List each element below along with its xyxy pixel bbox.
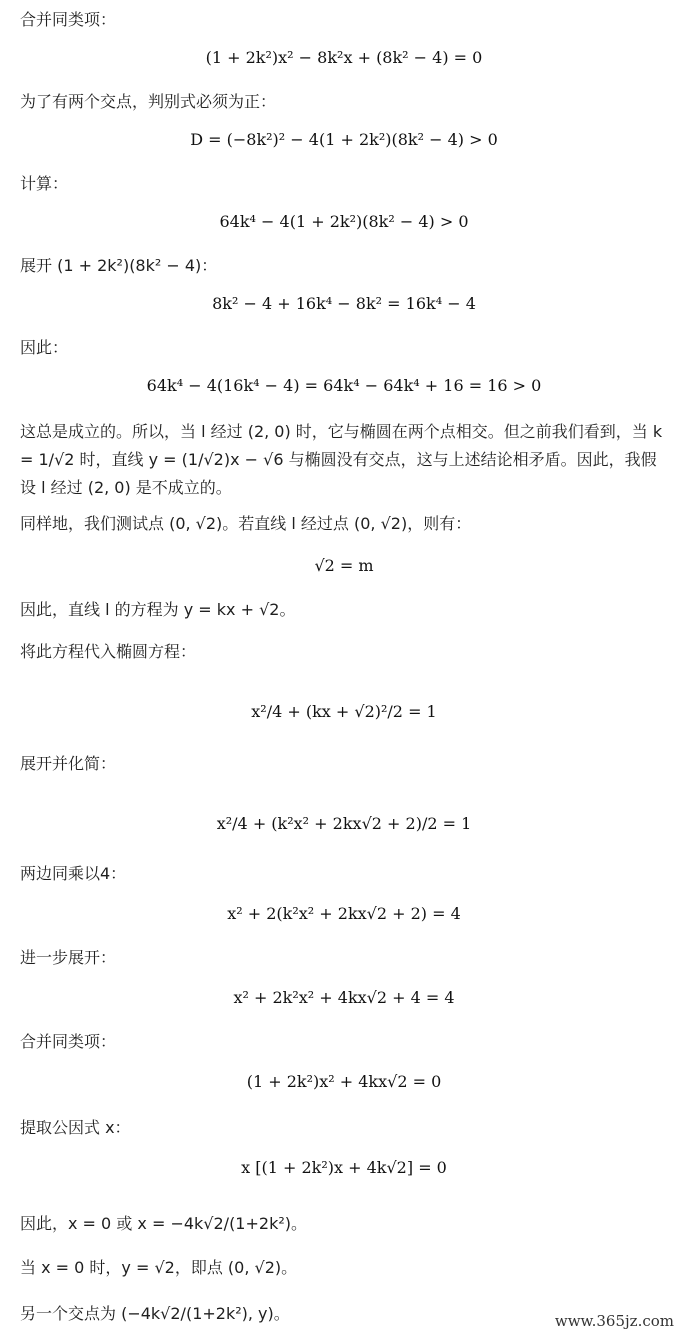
- text-line-9: 展开并化简：: [20, 754, 117, 773]
- text-line-4: 展开 (1 + 2k²)(8k² − 4)：: [20, 256, 218, 275]
- equation-9: x² + 2(k²x² + 2kx√2 + 2) = 4: [227, 904, 461, 923]
- text-line-6: 同样地，我们测试点 (0, √2)。若直线 l 经过点 (0, √2)，则有：: [20, 514, 472, 533]
- text-line-10: 两边同乘以4：: [20, 864, 127, 883]
- text-line-12: 合并同类项：: [20, 1032, 117, 1051]
- text-line-11: 进一步展开：: [20, 948, 117, 967]
- equation-10: x² + 2k²x² + 4kx√2 + 4 = 4: [233, 988, 455, 1007]
- text-line-2: 为了有两个交点，判别式必须为正：: [20, 92, 277, 111]
- equation-8: x²/4 + (k²x² + 2kx√2 + 2)/2 = 1: [216, 814, 472, 833]
- text-line-3: 计算：: [20, 174, 69, 193]
- text-line-14: 因此，x = 0 或 x = −4k√2/(1+2k²)。: [20, 1214, 307, 1233]
- text-line-16: 另一个交点为 (−4k√2/(1+2k²), y)。: [20, 1304, 290, 1323]
- equation-4: 8k² − 4 + 16k⁴ − 8k² = 16k⁴ − 4: [212, 294, 476, 313]
- equation-6: √2 = m: [314, 556, 374, 575]
- equation-5: 64k⁴ − 4(16k⁴ − 4) = 64k⁴ − 64k⁴ + 16 = 16 > 0: [146, 376, 542, 395]
- text-line-1: 合并同类项：: [20, 10, 117, 29]
- text-line-7: 因此，直线 l 的方程为 y = kx + √2。: [20, 600, 296, 619]
- equation-3: 64k⁴ − 4(1 + 2k²)(8k² − 4) > 0: [219, 212, 469, 231]
- equation-11: (1 + 2k²)x² + 4kx√2 = 0: [246, 1072, 442, 1091]
- text-line-15: 当 x = 0 时，y = √2，即点 (0, √2)。: [20, 1258, 298, 1277]
- equation-2: D = (−8k²)² − 4(1 + 2k²)(8k² − 4) > 0: [190, 130, 498, 149]
- text-line-13: 提取公因式 x：: [20, 1118, 131, 1137]
- text-line-8: 将此方程代入椭圆方程：: [20, 642, 197, 661]
- equation-7: x²/4 + (kx + √2)²/2 = 1: [251, 702, 437, 721]
- paragraph-contradiction: 这总是成立的。所以，当 l 经过 (2, 0) 时，它与椭圆在两个点相交。但之前我们看到，当 k = 1/√2 时，直线 y = (1/√2)x − √6 与椭圆没有交点，这与上述结论相矛盾。因此，我假设 l 经过 (2, 0) 是不成立的。: [20, 422, 663, 497]
- equation-1: (1 + 2k²)x² − 8k²x + (8k² − 4) = 0: [205, 48, 483, 67]
- text-line-5: 因此：: [20, 338, 69, 357]
- equation-12: x [(1 + 2k²)x + 4k√2] = 0: [241, 1158, 447, 1177]
- watermark: www.365jz.com: [549, 1310, 680, 1332]
